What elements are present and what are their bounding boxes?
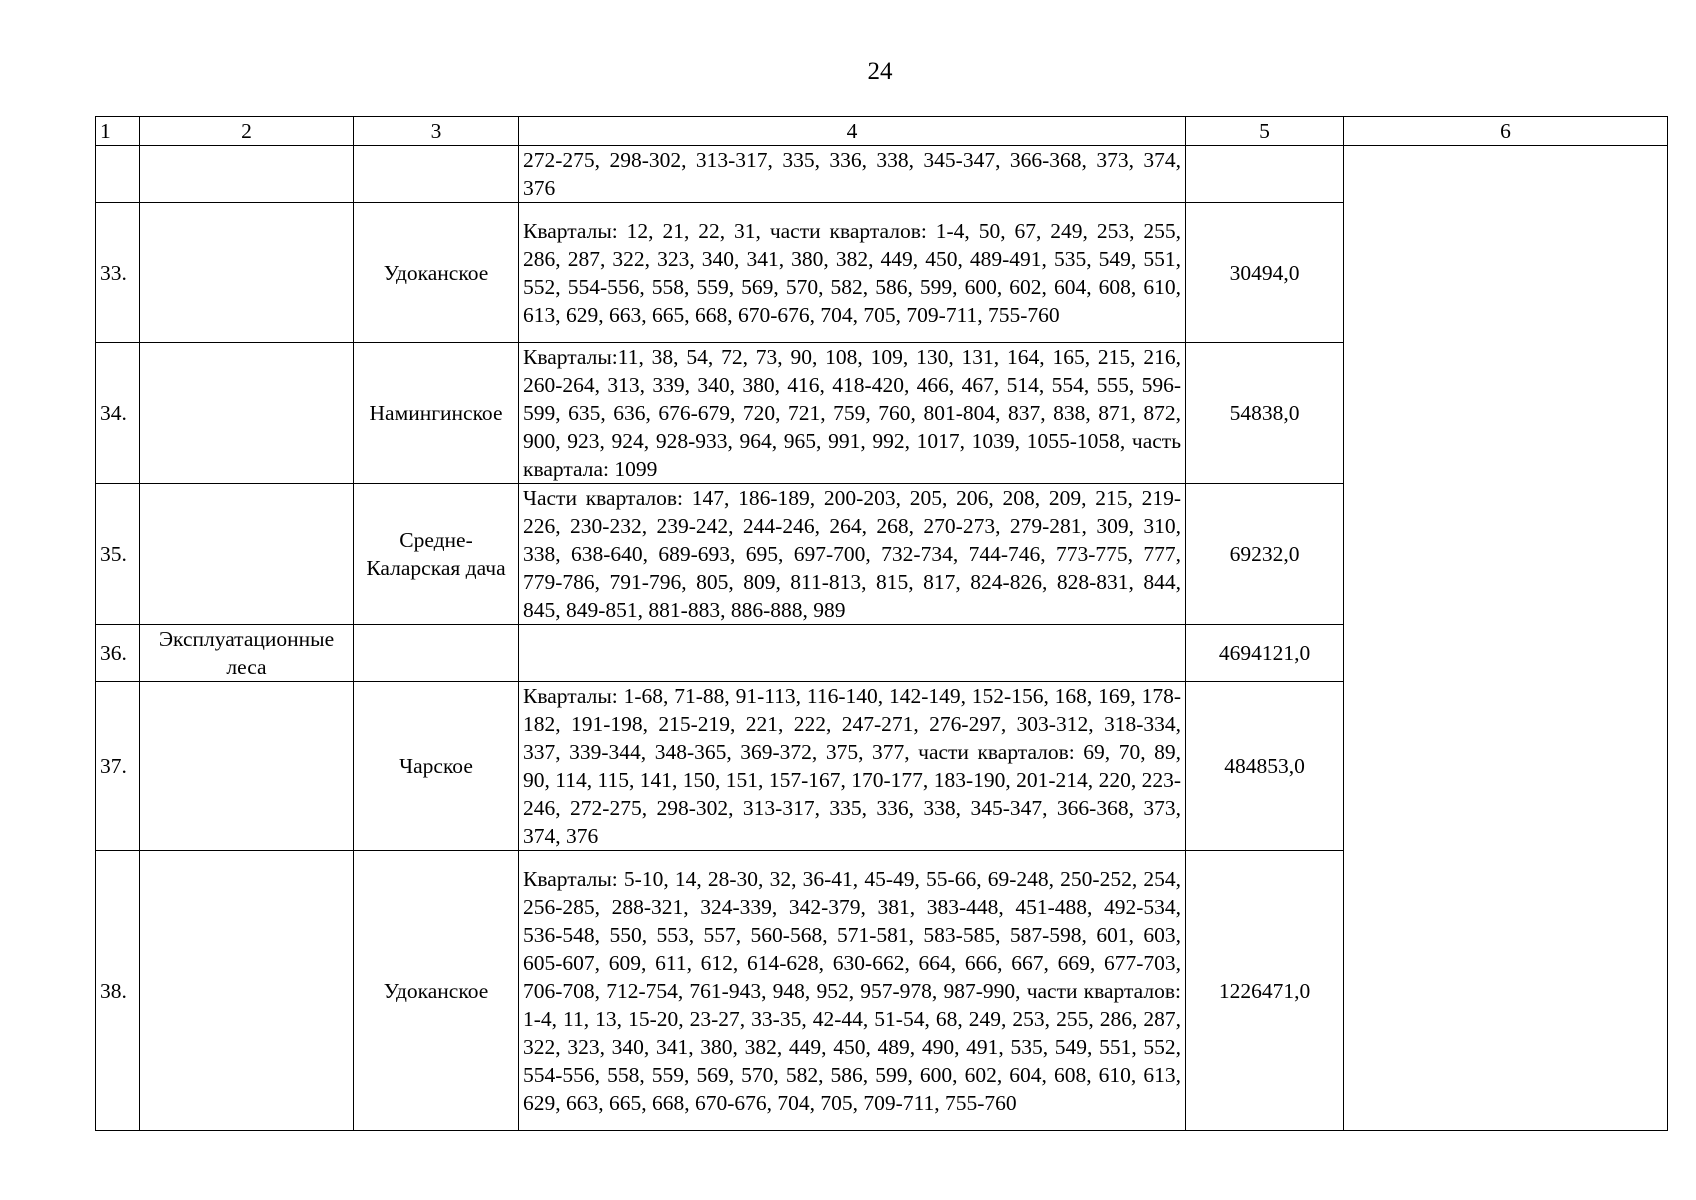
row-number: 33. <box>96 203 140 343</box>
row-area: 4694121,0 <box>1186 625 1344 682</box>
row-area: 484853,0 <box>1186 682 1344 851</box>
row-district: Чарское <box>354 682 519 851</box>
row-quarters: Части кварталов: 147, 186-189, 200-203, 205, 206, 208, 209, 215, 219-226, 230-232, 239-242, 244-246, 264, 268, 270-273, 279-281, 309, 310, 338, 638-640, 689-693, 695, 697-700, 732-734, 744-746, 773-775, 777, 779-786, 791-796, 805, 809, 811-813, 815, 817, 824-826, 828-831, 844, 845, 849-851, 881-883, 886-888, 989 <box>519 484 1186 625</box>
row-area <box>1186 146 1344 203</box>
row-category <box>140 682 354 851</box>
row-category <box>140 484 354 625</box>
forest-areas-table <box>95 116 1668 1131</box>
row-district: Намингинское <box>354 343 519 484</box>
row-area: 1226471,0 <box>1186 851 1344 1131</box>
row-area: 30494,0 <box>1186 203 1344 343</box>
column-header-3: 3 <box>354 117 519 146</box>
row-quarters <box>519 625 1186 682</box>
row-number: 37. <box>96 682 140 851</box>
column-header-5: 5 <box>1186 117 1344 146</box>
row-category: Эксплуатационные леса <box>140 625 354 682</box>
column-header-2: 2 <box>140 117 354 146</box>
row-area: 54838,0 <box>1186 343 1344 484</box>
row-quarters: Кварталы: 1-68, 71-88, 91-113, 116-140, 142-149, 152-156, 168, 169, 178-182, 191-198, 215-219, 221, 222, 247-271, 276-297, 303-312, 318-334, 337, 339-344, 348-365, 369-372, 375, 377, части кварталов: 69, 70, 89, 90, 114, 115, 141, 150, 151, 157-167, 170-177, 183-190, 201-214, 220, 223-246, 272-275, 298-302, 313-317, 335, 336, 338, 345-347, 366-368, 373, 374, 376 <box>519 682 1186 851</box>
row-quarters: 272-275, 298-302, 313-317, 335, 336, 338, 345-347, 366-368, 373, 374, 376 <box>519 146 1186 203</box>
row-district <box>354 146 519 203</box>
row-category <box>140 851 354 1131</box>
row-quarters: Кварталы: 12, 21, 22, 31, части кварталов: 1-4, 50, 67, 249, 253, 255, 286, 287, 322, 323, 340, 341, 380, 382, 449, 450, 489-491, 535, 549, 551, 552, 554-556, 558, 559, 569, 570, 582, 586, 599, 600, 602, 604, 608, 610, 613, 629, 663, 665, 668, 670-676, 704, 705, 709-711, 755-760 <box>519 203 1186 343</box>
row-quarters: Кварталы: 5-10, 14, 28-30, 32, 36-41, 45-49, 55-66, 69-248, 250-252, 254, 256-285, 288-321, 324-339, 342-379, 381, 383-448, 451-488, 492-534, 536-548, 550, 553, 557, 560-568, 571-581, 583-585, 587-598, 601, 603, 605-607, 609, 611, 612, 614-628, 630-662, 664, 666, 667, 669, 677-703, 706-708, 712-754, 761-943, 948, 952, 957-978, 987-990, части кварталов: 1-4, 11, 13, 15-20, 23-27, 33-35, 42-44, 51-54, 68, 249, 253, 255, 286, 287, 322, 323, 340, 341, 380, 382, 449, 450, 489, 490, 491, 535, 549, 551, 552, 554-556, 558, 559, 569, 570, 582, 586, 599, 600, 602, 604, 608, 610, 613, 629, 663, 665, 668, 670-676, 704, 705, 709-711, 755-760 <box>519 851 1186 1131</box>
row-district: Средне-Каларская дача <box>354 484 519 625</box>
row-district: Удоканское <box>354 851 519 1131</box>
row-number: 34. <box>96 343 140 484</box>
row-district <box>354 625 519 682</box>
row-category <box>140 343 354 484</box>
column-6-cell <box>1344 146 1668 1131</box>
row-number <box>96 146 140 203</box>
row-area: 69232,0 <box>1186 484 1344 625</box>
row-number: 36. <box>96 625 140 682</box>
row-quarters: Кварталы:11, 38, 54, 72, 73, 90, 108, 109, 130, 131, 164, 165, 215, 216, 260-264, 313, 339, 340, 380, 416, 418-420, 466, 467, 514, 554, 555, 596-599, 635, 636, 676-679, 720, 721, 759, 760, 801-804, 837, 838, 871, 872, 900, 923, 924, 928-933, 964, 965, 991, 992, 1017, 1039, 1055-1058, часть квартала: 1099 <box>519 343 1186 484</box>
row-district: Удоканское <box>354 203 519 343</box>
row-category <box>140 146 354 203</box>
row-number: 38. <box>96 851 140 1131</box>
row-category <box>140 203 354 343</box>
row-number: 35. <box>96 484 140 625</box>
table-row-continuation <box>96 146 1668 203</box>
column-header-1: 1 <box>96 117 140 146</box>
page-number: 24 <box>867 58 893 85</box>
column-header-4: 4 <box>519 117 1186 146</box>
column-header-6: 6 <box>1344 117 1668 146</box>
table-header-row <box>96 117 1668 146</box>
